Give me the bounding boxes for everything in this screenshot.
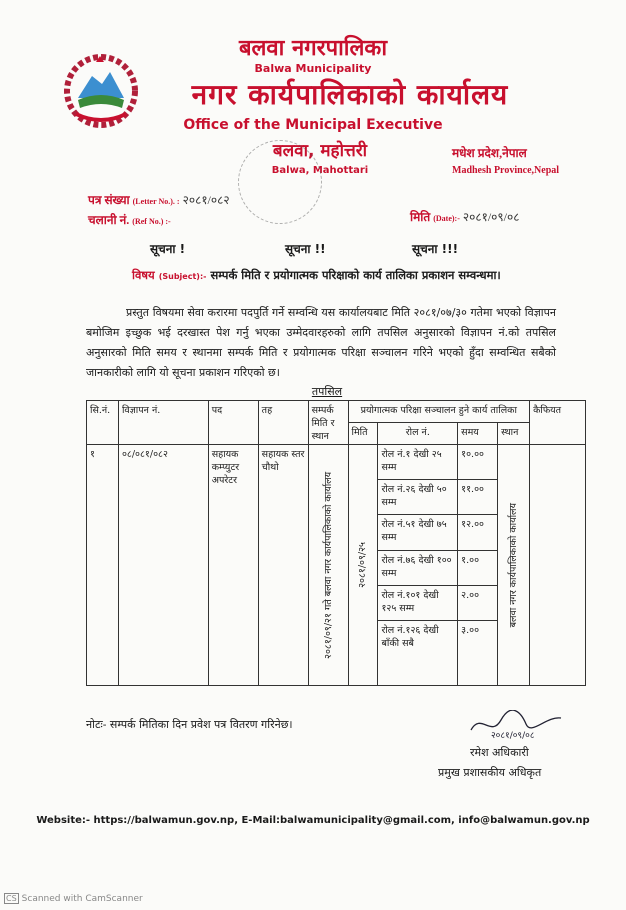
province-en: Madhesh Province,Nepal: [452, 165, 560, 176]
cell-time: १.००: [458, 550, 498, 585]
cell-roll: रोल नं.७६ देखी १०० सम्म: [378, 550, 458, 585]
cell-sn: १: [87, 445, 119, 686]
date-label-en: (Date):-: [433, 214, 460, 223]
office-name-np: नगर कार्यपालिकाको कार्यालय: [191, 78, 509, 111]
table-row: [87, 445, 586, 480]
ref-label: चलानी नं.: [88, 213, 130, 227]
cell-ad-no: ०८/०८१/०८२: [118, 445, 208, 686]
cell-roll: रोल नं.१२६ देखी बाँकी सबै: [378, 621, 458, 686]
subject-text: सम्पर्क मिति र प्रयोगात्मक परिक्षाको कार्य तालिका प्रकाशन सम्वन्धमा।: [210, 268, 501, 282]
ref-label-en: (Ref No.) :-: [132, 217, 171, 226]
cell-contact: [308, 445, 348, 686]
province-np: मधेश प्रदेश,नेपाल: [452, 146, 527, 160]
subject-label: विषय: [132, 268, 155, 282]
subject-label-en: (Subject):-: [158, 272, 207, 281]
office-stamp-icon: [238, 140, 322, 224]
ref-number: [88, 211, 171, 228]
letter-number: [88, 191, 230, 208]
cell-exam-date: [348, 445, 378, 686]
location-np: बलवा, महोत्तरी: [272, 141, 368, 161]
office-name-en: Office of the Municipal Executive: [183, 117, 443, 133]
place-text: बलवा नगर कार्यपालिकाको कार्यालय: [508, 502, 520, 628]
note-text: नोटः- सम्पर्क मितिका दिन प्रवेश पत्र वितरण गरिनेछ।: [86, 718, 293, 731]
cell-time: ११.००: [458, 480, 498, 515]
header-place: स्थान: [498, 423, 530, 445]
scanner-text: Scanned with CamScanner: [21, 894, 143, 904]
header-remarks: कैफियत: [530, 401, 586, 445]
subject-line: [132, 268, 501, 283]
date-value: २०८१/०९/०८: [462, 210, 520, 224]
contact-text: २०८१/०९/२१ गते बलवा नगर कार्यपालिकाको कार्यालय: [322, 471, 334, 659]
table-caption: तपसिल: [311, 385, 343, 398]
cell-roll: रोल नं.१०१ देखी १२५ सम्म: [378, 585, 458, 620]
camscanner-icon: CS: [6, 894, 17, 903]
municipality-name-en: Balwa Municipality: [254, 62, 372, 75]
letter-value: २०८१/०८२: [182, 193, 230, 207]
header-post: पद: [208, 401, 258, 445]
document-date: [410, 208, 519, 225]
footer-contact: Website:- https://balwamun.gov.np, E-Mail:balwamunicipality@gmail.com, info@balwamun.gov.np: [36, 815, 590, 826]
notice-heading-3: सूचना !!!: [412, 242, 459, 256]
header-level: तह: [258, 401, 308, 445]
signature-date: २०८१/०९/०८: [491, 731, 535, 740]
header-contact: सम्पर्क मिति र स्थान: [308, 401, 348, 445]
notice-heading-2: सूचना !!: [285, 242, 326, 256]
location-en: Balwa, Mahottari: [271, 165, 369, 176]
cell-post: सहायक कम्प्युटर अपरेटर: [208, 445, 258, 686]
header-sn: सि.नं.: [87, 401, 119, 445]
cell-place: [498, 445, 530, 686]
cell-time: १२.००: [458, 515, 498, 550]
cell-time: १०.००: [458, 445, 498, 480]
signature-icon: [466, 710, 566, 740]
exam-date-text: २०८१/०९/२५: [357, 542, 369, 588]
municipality-name-np: बलवा नगरपालिका: [238, 36, 388, 61]
cell-roll: रोल नं.१ देखी २५ सम्म: [378, 445, 458, 480]
letter-label: पत्र संख्या: [88, 193, 130, 207]
scanner-watermark: [4, 893, 143, 904]
header-ad-no: विज्ञापन नं.: [118, 401, 208, 445]
header-roll: रोल नं.: [378, 423, 458, 445]
notice-heading-1: सूचना !: [150, 242, 186, 256]
body-paragraph: [86, 303, 556, 383]
cell-roll: रोल नं.२६ देखी ५० सम्म: [378, 480, 458, 515]
signatory-name: रमेश अधिकारी: [470, 746, 529, 759]
cell-level: सहायक स्तर चौथो: [258, 445, 308, 686]
header-exam-date: मिति: [348, 423, 378, 445]
schedule-table: [86, 400, 586, 686]
date-label: मिति: [410, 210, 431, 224]
header-exam-schedule: प्रयोगात्मक परिक्षा सञ्चालन हुने कार्य तालिका: [348, 401, 530, 423]
cell-time: ३.००: [458, 621, 498, 686]
letter-label-en: (Letter No.). :: [132, 197, 180, 206]
header-time: समय: [458, 423, 498, 445]
cell-remarks: [530, 445, 586, 686]
signatory-title: प्रमुख प्रशासकीय अधिकृत: [438, 766, 542, 779]
body-text: प्रस्तुत विषयमा सेवा करारमा पदपुर्ति गर्ने सम्वन्धि यस कार्यालयबाट मिति २०८१/०७/३० गतेमा भएको विज्ञापन बमोजिम इच्छुक भई दरखास्त पेश गर्नु भएका उम्मेदवारहरुको लागि तपसिल अनुसारको विज्ञापन नं.को तपसिल अनुसारको मिति समय र स्थानमा सम्पर्क मिति र प्रयोगात्मक परिक्षा सञ्चालन गरिने भएको हुँदा सम्वन्धित सबैको जानकारीको लागि यो सूचना प्रकाशन गरिएको छ।: [86, 306, 556, 379]
cell-roll: रोल नं.५१ देखी ७५ सम्म: [378, 515, 458, 550]
cell-time: २.००: [458, 585, 498, 620]
